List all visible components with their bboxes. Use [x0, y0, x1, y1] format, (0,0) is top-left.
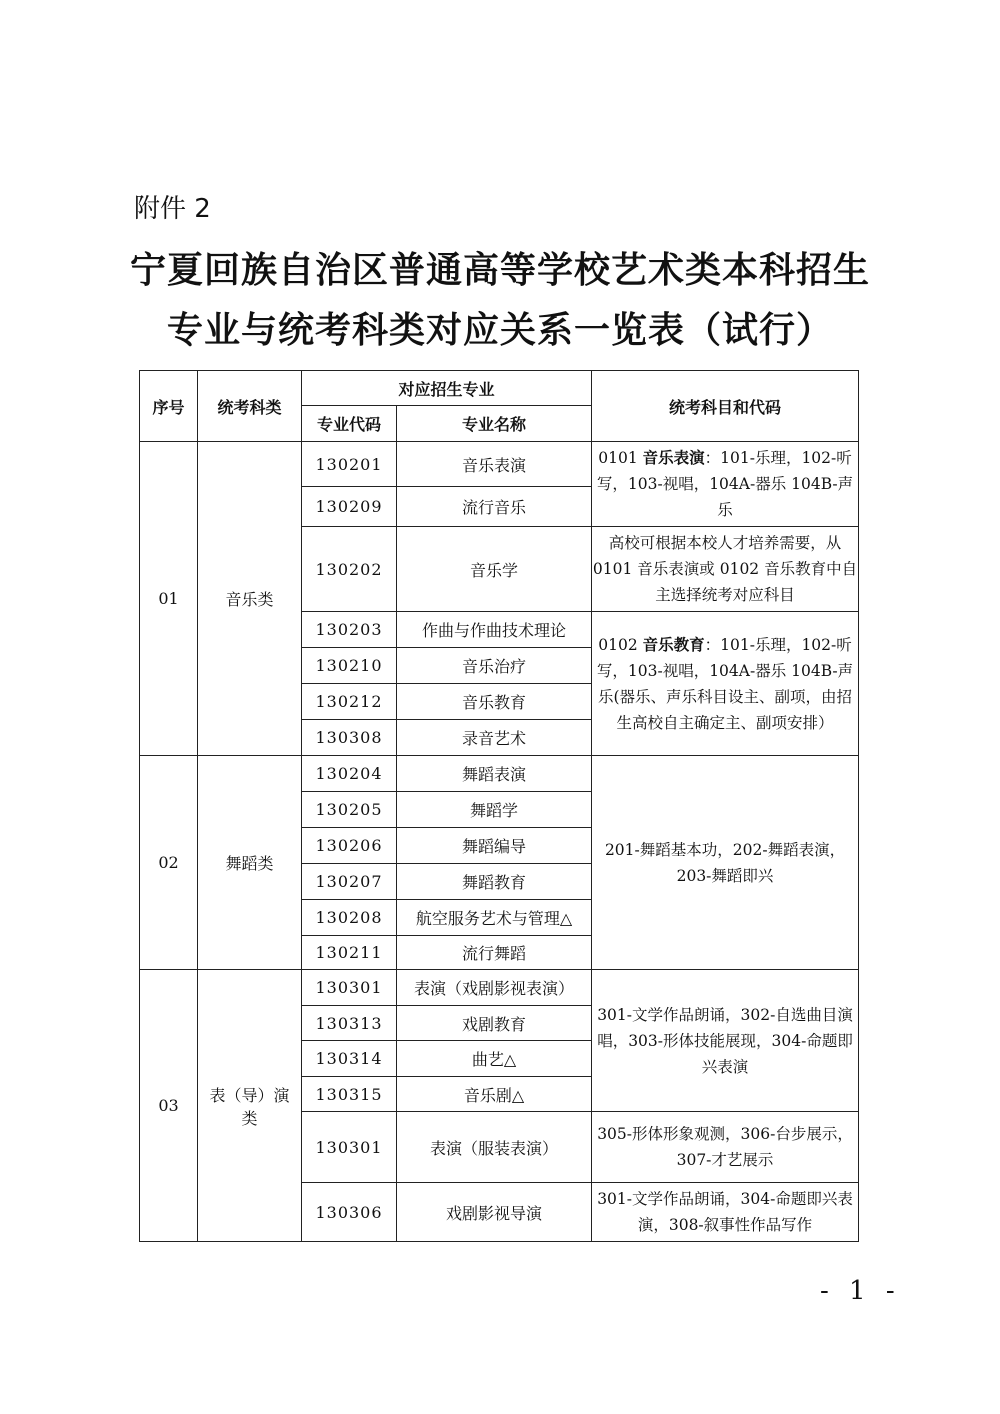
major-name: 舞蹈学 [397, 792, 592, 828]
major-name: 舞蹈编导 [397, 828, 592, 864]
attachment-label: 附件 2 [134, 194, 211, 224]
category-cell: 音乐类 [198, 442, 302, 756]
header-major-name: 专业名称 [397, 406, 592, 442]
subject-cell: 305-形体形象观测，306-台步展示，307-才艺展示 [592, 1112, 859, 1183]
document-title-line2: 专业与统考科类对应关系一览表（试行） [166, 309, 833, 351]
major-code: 130201 [302, 442, 397, 487]
subject-prefix: 0102 [598, 635, 643, 654]
table-row [140, 442, 859, 487]
major-name: 作曲与作曲技术理论 [397, 612, 592, 648]
header-subjects: 统考科目和代码 [592, 371, 859, 442]
major-code: 130204 [302, 756, 397, 792]
document-title-line1: 宁夏回族自治区普通高等学校艺术类本科招生 [129, 249, 870, 291]
subject-cell [592, 442, 859, 527]
header-major-code: 专业代码 [302, 406, 397, 442]
header-category: 统考科类 [198, 371, 302, 442]
major-name: 舞蹈教育 [397, 864, 592, 900]
category-cell: 舞蹈类 [198, 756, 302, 970]
major-name: 戏剧影视导演 [397, 1183, 592, 1242]
major-name: 音乐表演 [397, 442, 592, 487]
subject-bold: 音乐表演 [642, 449, 705, 467]
header-majors-group: 对应招生专业 [302, 371, 592, 406]
major-code: 130202 [302, 527, 397, 612]
major-name: 航空服务艺术与管理△ [397, 900, 592, 936]
major-name: 曲艺△ [397, 1041, 592, 1077]
subject-cell: 201-舞蹈基本功，202-舞蹈表演，203-舞蹈即兴 [592, 756, 859, 970]
subject-cell [592, 612, 859, 756]
major-name: 音乐学 [397, 527, 592, 612]
major-code: 130301 [302, 970, 397, 1006]
subject-prefix: 0101 [598, 449, 643, 467]
header-seq: 序号 [140, 371, 198, 442]
major-name: 表演（戏剧影视表演） [397, 970, 592, 1006]
subject-cell: 301-文学作品朗诵，304-命题即兴表演，308-叙事性作品写作 [592, 1183, 859, 1242]
major-name: 音乐治疗 [397, 648, 592, 684]
category-cell: 表（导）演类 [198, 970, 302, 1242]
major-code: 130306 [302, 1183, 397, 1242]
major-name: 录音艺术 [397, 720, 592, 756]
major-code: 130210 [302, 648, 397, 684]
major-code: 130205 [302, 792, 397, 828]
major-code: 130212 [302, 684, 397, 720]
major-code: 130313 [302, 1006, 397, 1041]
major-code: 130207 [302, 864, 397, 900]
page-number: - 1 - [820, 1276, 901, 1306]
major-name: 音乐教育 [397, 684, 592, 720]
major-code: 130315 [302, 1077, 397, 1112]
subject-text: ：101-乐理，102-听写，103-视唱，104A-器乐 104B-声乐 [596, 449, 854, 519]
table-row [140, 756, 859, 792]
table-row [140, 970, 859, 1006]
major-code: 130314 [302, 1041, 397, 1077]
major-name: 舞蹈表演 [397, 756, 592, 792]
major-name: 戏剧教育 [397, 1006, 592, 1041]
seq-cell: 03 [140, 970, 198, 1242]
major-name: 流行音乐 [397, 487, 592, 527]
major-code: 130211 [302, 936, 397, 970]
major-code: 130308 [302, 720, 397, 756]
major-name: 表演（服装表演） [397, 1112, 592, 1183]
major-code: 130209 [302, 487, 397, 527]
seq-cell: 02 [140, 756, 198, 970]
seq-cell: 01 [140, 442, 198, 756]
major-code: 130208 [302, 900, 397, 936]
subject-text: ：101-乐理，102-听写，103-视唱，104A-器乐 104B-声乐(器乐、声乐科目设主、副项，由招生高校自主确定主、副项安排） [596, 635, 854, 732]
subject-bold: 音乐教育 [642, 635, 705, 654]
subject-cell: 301-文学作品朗诵，302-自选曲目演唱，303-形体技能展现，304-命题即兴表演 [592, 970, 859, 1112]
major-name: 流行舞蹈 [397, 936, 592, 970]
major-code: 130203 [302, 612, 397, 648]
major-code: 130206 [302, 828, 397, 864]
major-name: 音乐剧△ [397, 1077, 592, 1112]
subject-cell: 高校可根据本校人才培养需要，从 0101 音乐表演或 0102 音乐教育中自主选择统考对应科目 [592, 527, 859, 612]
major-code: 130301 [302, 1112, 397, 1183]
correspondence-table [139, 370, 859, 1242]
